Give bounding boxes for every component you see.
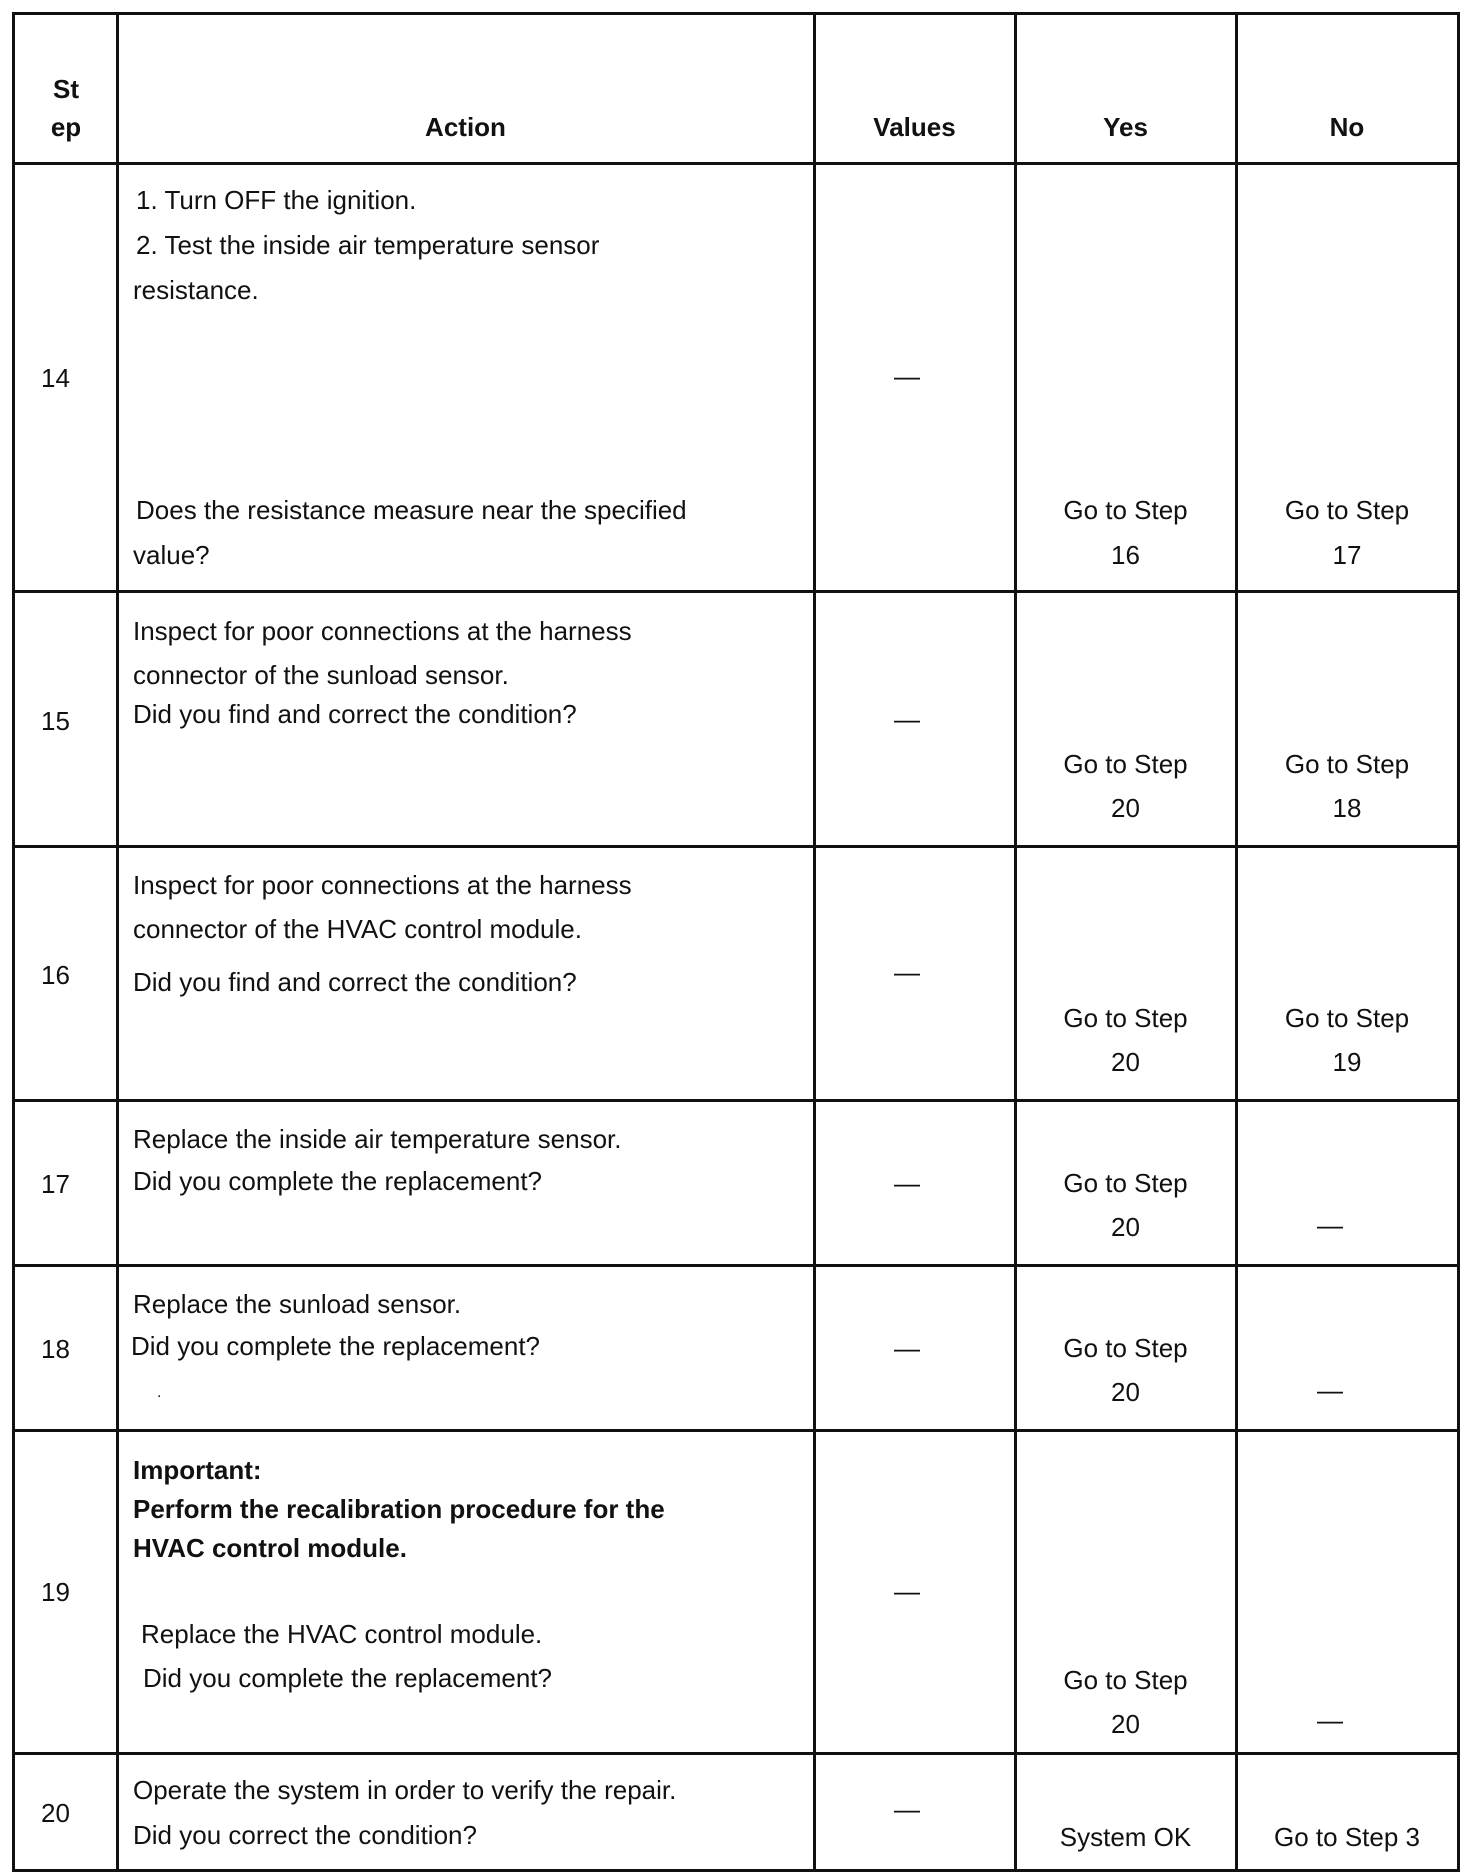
action-text: 2. Test the inside air temperature sensor: [136, 230, 600, 260]
yes-text: Go to Step: [1063, 495, 1188, 525]
important-text: Perform the recalibration procedure for the: [133, 1494, 665, 1524]
action-text: Did you correct the condition?: [133, 1820, 477, 1850]
column-divider: [813, 14, 816, 1870]
no-dash: —: [1317, 1210, 1343, 1240]
header-no: No: [1329, 112, 1365, 142]
action-text: Inspect for poor connections at the harness: [133, 870, 632, 900]
action-text: Inspect for poor connections at the harness: [133, 616, 632, 646]
values-dash: —: [894, 1333, 920, 1363]
step-number: 20: [41, 1798, 70, 1828]
no-text: Go to Step: [1284, 1003, 1410, 1033]
values-dash: —: [894, 1794, 920, 1824]
no-dash: —: [1317, 1705, 1343, 1735]
no-text: Go to Step: [1284, 749, 1410, 779]
action-text: Replace the sunload sensor.: [133, 1289, 462, 1319]
values-dash: —: [894, 361, 920, 391]
no-step: 17: [1332, 540, 1362, 570]
yes-text: Go to Step: [1063, 749, 1188, 779]
yes-text: Go to Step: [1063, 1665, 1188, 1695]
action-text: value?: [133, 540, 210, 570]
header-yes: Yes: [1103, 112, 1148, 142]
step-number: 17: [41, 1169, 70, 1199]
action-text: Did you find and correct the condition?: [133, 967, 577, 997]
no-text: Go to Step: [1284, 495, 1410, 525]
values-dash: —: [894, 957, 920, 987]
no-step: 18: [1332, 793, 1362, 823]
yes-step: 20: [1111, 1377, 1140, 1407]
action-text: Did you complete the replacement?: [131, 1331, 541, 1361]
action-text: Operate the system in order to verify the repair.: [133, 1775, 677, 1805]
column-divider: [12, 14, 15, 1870]
column-divider: [116, 14, 119, 1870]
yes-step: 20: [1111, 1212, 1140, 1242]
row-divider: [12, 590, 1460, 593]
yes-step: 16: [1111, 540, 1140, 570]
yes-text: Go to Step: [1063, 1168, 1188, 1198]
column-divider: [1235, 14, 1238, 1870]
header-step-line2: ep: [50, 112, 82, 142]
action-text: Did you complete the replacement?: [143, 1663, 553, 1693]
row-divider: [12, 1752, 1460, 1755]
no-step: 19: [1332, 1047, 1362, 1077]
no-dash: —: [1317, 1375, 1343, 1405]
yes-text: Go to Step: [1063, 1003, 1188, 1033]
action-text: Did you find and correct the condition?: [133, 699, 577, 729]
row-divider: [12, 1429, 1460, 1432]
table-border-bottom: [12, 1869, 1460, 1872]
values-dash: —: [894, 704, 920, 734]
action-text: Replace the HVAC control module.: [141, 1619, 543, 1649]
action-text: resistance.: [133, 275, 259, 305]
row-divider: [12, 845, 1460, 848]
column-divider: [1457, 14, 1460, 1870]
table-border-top: [12, 12, 1460, 15]
column-divider: [1014, 14, 1017, 1870]
action-text: 1. Turn OFF the ignition.: [136, 185, 417, 215]
important-label: Important:: [133, 1455, 262, 1485]
step-number: 16: [41, 960, 70, 990]
step-number: 19: [41, 1577, 70, 1607]
row-divider: [12, 162, 1460, 165]
yes-step: 20: [1111, 1047, 1140, 1077]
action-text: connector of the sunload sensor.: [133, 660, 509, 690]
action-text: Replace the inside air temperature sensor.: [133, 1124, 622, 1154]
yes-step: 20: [1111, 793, 1140, 823]
action-text: Did you complete the replacement?: [133, 1166, 543, 1196]
step-number: 15: [41, 706, 70, 736]
values-dash: —: [894, 1168, 920, 1198]
row-divider: [12, 1099, 1460, 1102]
important-text: HVAC control module.: [133, 1533, 407, 1563]
row-divider: [12, 1264, 1460, 1267]
header-action: Action: [425, 112, 506, 142]
values-dash: —: [894, 1576, 920, 1606]
yes-step: 20: [1111, 1709, 1140, 1739]
yes-text: System OK: [1059, 1822, 1192, 1852]
header-step-line1: St: [53, 74, 79, 104]
yes-text: Go to Step: [1063, 1333, 1188, 1363]
step-number: 14: [41, 363, 70, 393]
no-text: Go to Step 3: [1274, 1822, 1420, 1852]
action-text: .: [157, 1384, 162, 1401]
header-values: Values: [873, 112, 956, 142]
action-text: connector of the HVAC control module.: [133, 914, 582, 944]
action-text: Does the resistance measure near the specified: [136, 495, 687, 525]
step-number: 18: [41, 1334, 70, 1364]
